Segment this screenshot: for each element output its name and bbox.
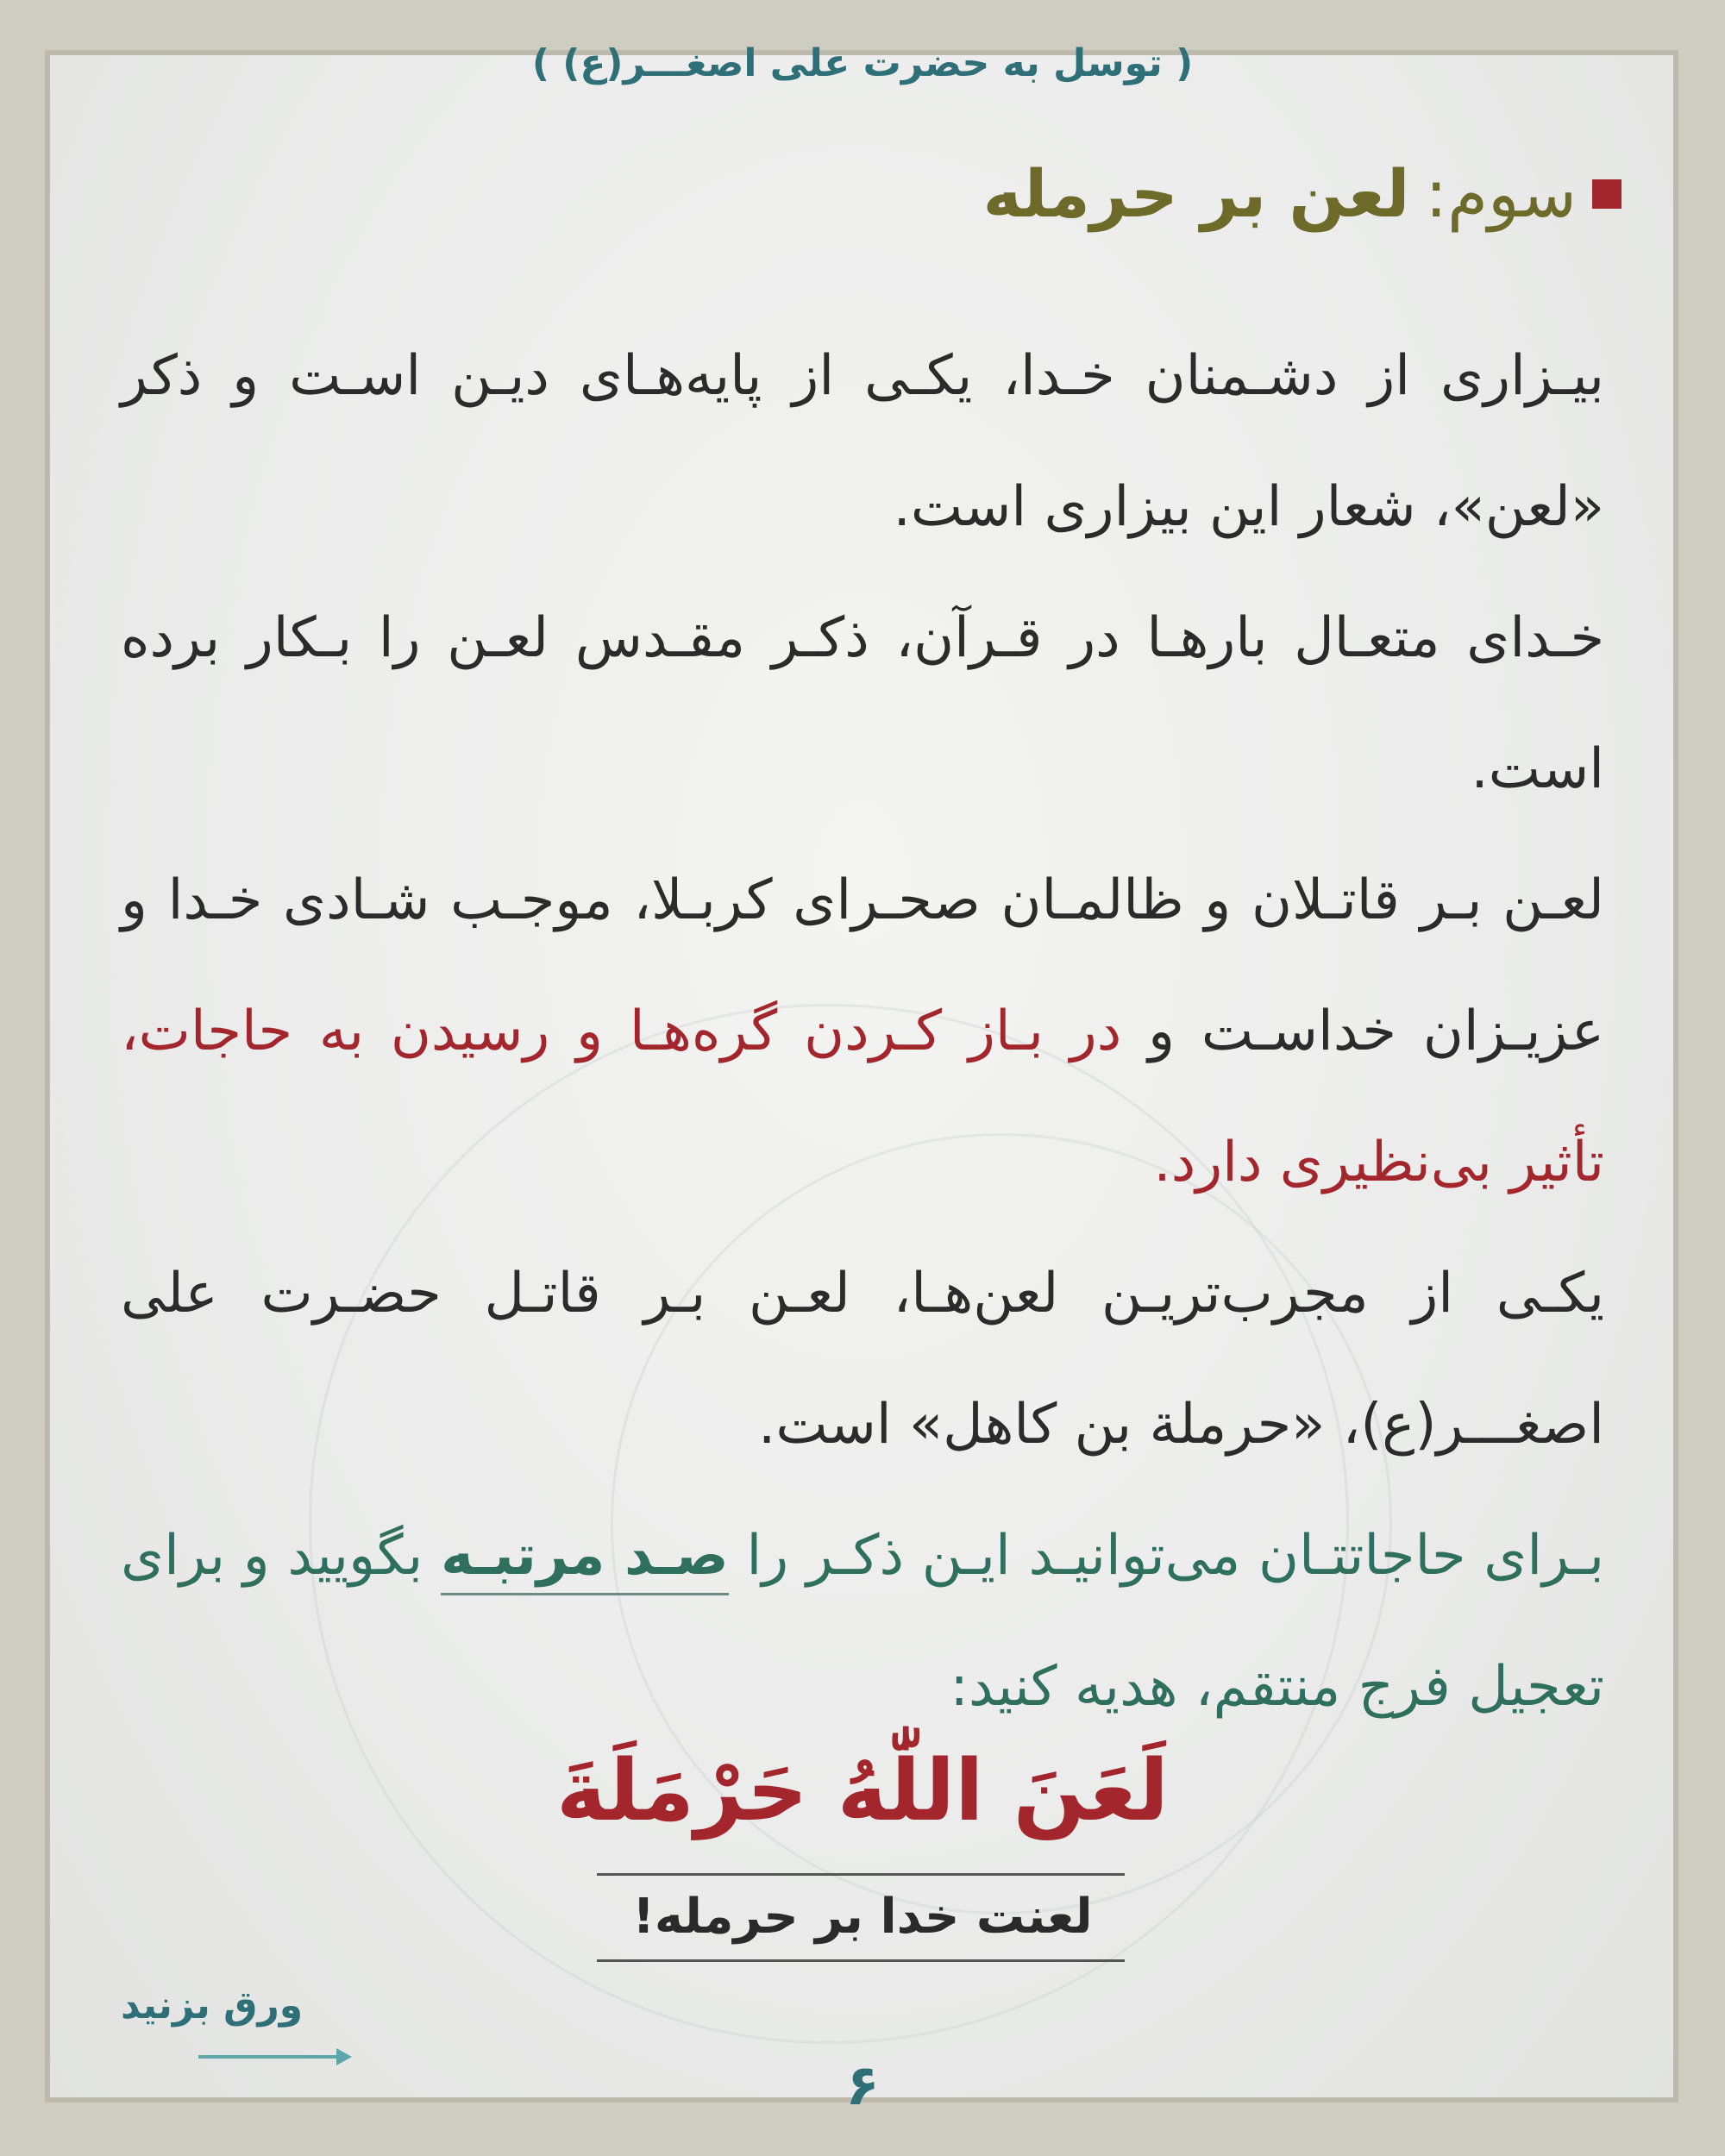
- paragraph-4: یکـی از مجرب‌تریـن لعن‌هـا، لعـن بـر قاتـل حضـرت علی اصغـــر(ع)، «حرملة بن کاهل» است.: [121, 1262, 1604, 1457]
- paragraph-2: خـدای متعـال بارهـا در قـرآن، ذکـر مقـدس لعـن را بـکار برده است.: [121, 606, 1604, 801]
- divider-line: [597, 1873, 1125, 1876]
- heading-prefix: سوم:: [1425, 155, 1577, 232]
- paragraph-5: [121, 1490, 1604, 1752]
- flip-page-label: ورق بزنید: [121, 1984, 304, 2028]
- paragraph-1: بیـزاری از دشـمنان خـدا، یکـی از پایه‌هـای دیـن اسـت و ذکر «لعن»، شعار این بیزاری است.: [121, 344, 1604, 539]
- page-number: ۶: [845, 2054, 880, 2118]
- paragraph-3-highlight: در بـاز کـردن گره‌هـا و رسیدن به حاجات، تأثیر بی‌نظیری دارد.: [121, 1000, 1604, 1194]
- phrase-translation: لعنت خدا بر حرمله!: [632, 1889, 1093, 1945]
- page-header-title: ( توسل به حضرت علی اصغـــر(ع) ): [531, 41, 1194, 85]
- arabic-phrase: لَعَنَ اللّٰهُ حَرْمَلَةَ: [555, 1742, 1170, 1840]
- heading-title: لعن بر حرمله: [982, 155, 1410, 232]
- paragraph-3: [121, 835, 1604, 1228]
- paragraph-3-text: لعـن بـر قاتـلان و ظالمـان صحـرای کربـلا، موجـب شـادی خـدا و عزیـزان خداسـت و: [121, 868, 1605, 1063]
- section-heading: [983, 155, 1622, 232]
- paragraph-5-end: بگویید و برای تعجیل فرج منتقم، هدیه کنید:: [121, 1524, 1604, 1719]
- body-text: [121, 310, 1604, 1752]
- paragraph-5-emphasis: صـد مرتبـه: [441, 1524, 729, 1595]
- divider-line: [597, 1959, 1125, 1962]
- heading-bullet-icon: [1592, 179, 1622, 209]
- paragraph-5-text: بـرای حاجاتتـان می‌توانیـد ایـن ذکـر را: [728, 1524, 1605, 1588]
